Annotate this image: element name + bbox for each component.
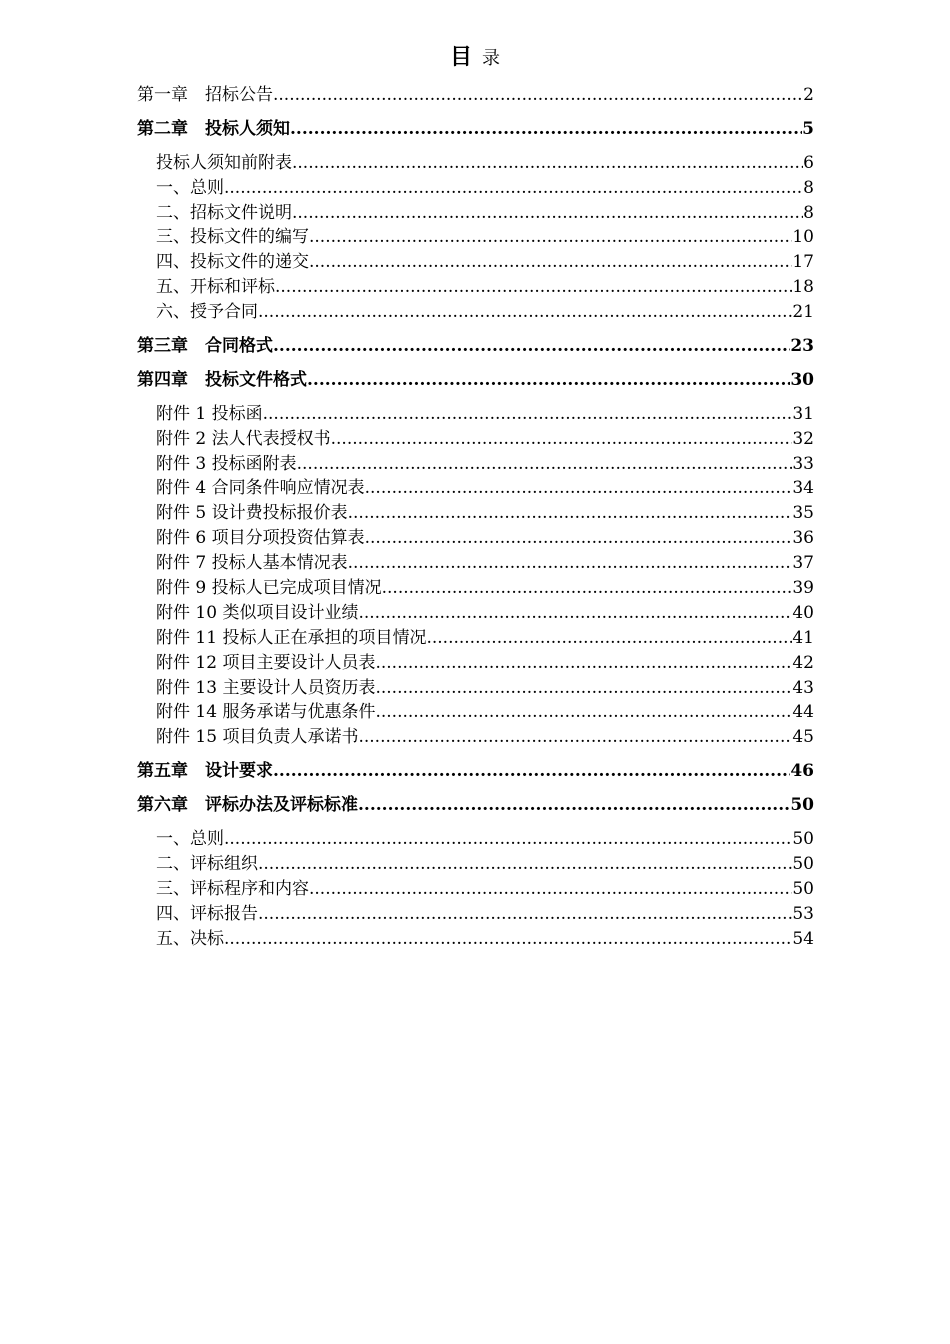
toc-page-number: 50 bbox=[792, 829, 814, 850]
toc-chapter-entry[interactable] bbox=[137, 368, 814, 393]
toc-page-number: 17 bbox=[792, 252, 814, 273]
toc-page-number: 23 bbox=[790, 336, 814, 356]
toc-page-number: 30 bbox=[790, 369, 814, 390]
toc-subentry[interactable] bbox=[137, 725, 814, 750]
toc-entry-label: 五、开标和评标 bbox=[156, 277, 275, 298]
toc-entry-label: 四、评标报告 bbox=[156, 903, 258, 924]
toc-subentry[interactable] bbox=[137, 927, 814, 952]
toc-entry-label: 二、评标组织 bbox=[156, 853, 258, 874]
toc-subentry[interactable] bbox=[137, 526, 814, 551]
toc-entry-label: 五、决标 bbox=[156, 928, 224, 949]
toc-entry-label: 一、总则 bbox=[156, 177, 224, 198]
toc-title-sub: 录 bbox=[482, 48, 500, 69]
toc-chapter-entry[interactable] bbox=[137, 117, 814, 142]
toc-page-number: 5 bbox=[802, 118, 814, 139]
toc-page-number: 54 bbox=[792, 928, 814, 949]
toc-page-number: 33 bbox=[792, 453, 814, 474]
toc-subentry[interactable] bbox=[137, 452, 814, 477]
toc-page-number: 41 bbox=[792, 627, 814, 648]
toc-chapter-entry[interactable] bbox=[137, 759, 814, 784]
toc-page-number: 21 bbox=[792, 302, 814, 323]
toc-subentry[interactable] bbox=[137, 250, 814, 275]
toc-page-number: 42 bbox=[792, 652, 814, 673]
toc-leader-dots bbox=[263, 402, 793, 427]
toc-leader-dots bbox=[224, 827, 792, 852]
toc-leader-dots bbox=[348, 551, 793, 576]
toc-entry-label: 二、招标文件说明 bbox=[156, 202, 292, 223]
toc-leader-dots bbox=[358, 601, 792, 626]
toc-entry-label: 第二章 投标人须知 bbox=[137, 118, 290, 139]
toc-chapter-entry[interactable] bbox=[137, 83, 814, 108]
toc-leader-dots bbox=[365, 526, 793, 551]
toc-leader-dots bbox=[273, 334, 790, 359]
toc-leader-dots bbox=[382, 576, 793, 601]
toc-subentry[interactable] bbox=[137, 151, 814, 176]
toc-page-number: 50 bbox=[792, 853, 814, 874]
toc-page-number: 46 bbox=[790, 761, 814, 782]
toc-page-number: 8 bbox=[803, 177, 814, 198]
toc-subentry[interactable] bbox=[137, 700, 814, 725]
toc-subentry[interactable] bbox=[137, 225, 814, 250]
toc-leader-dots bbox=[365, 476, 793, 501]
toc-page-number: 8 bbox=[803, 202, 814, 223]
toc-leader-dots bbox=[309, 225, 792, 250]
toc-leader-dots bbox=[258, 300, 792, 325]
toc-entry-label: 附件 3 投标函附表 bbox=[156, 453, 297, 474]
toc-subentry[interactable] bbox=[137, 852, 814, 877]
toc-leader-dots bbox=[273, 83, 803, 108]
toc-entry-label: 第四章 投标文件格式 bbox=[137, 369, 307, 390]
toc-page-number: 43 bbox=[792, 677, 814, 698]
toc-entry-label: 投标人须知前附表 bbox=[156, 152, 292, 173]
toc-page-number: 2 bbox=[803, 84, 814, 105]
toc-page-number: 31 bbox=[792, 403, 814, 424]
toc-entry-label: 附件 7 投标人基本情况表 bbox=[156, 553, 348, 574]
toc-page-number: 6 bbox=[803, 152, 814, 173]
toc-page-number: 44 bbox=[792, 702, 814, 723]
toc-leader-dots bbox=[375, 676, 792, 701]
toc-subentry[interactable] bbox=[137, 275, 814, 300]
toc-entry-label: 附件 4 合同条件响应情况表 bbox=[156, 478, 365, 499]
toc-entry-label: 附件 15 项目负责人承诺书 bbox=[156, 727, 359, 748]
toc-leader-dots bbox=[258, 902, 792, 927]
toc-leader-dots bbox=[358, 793, 790, 818]
toc-leader-dots bbox=[426, 626, 792, 651]
toc-entry-label: 第六章 评标办法及评标标准 bbox=[137, 795, 358, 816]
toc-leader-dots bbox=[331, 427, 793, 452]
toc-entry-label: 第五章 设计要求 bbox=[137, 761, 273, 782]
toc-page-number: 32 bbox=[792, 428, 814, 449]
toc-leader-dots bbox=[375, 651, 792, 676]
toc-chapter-entry[interactable] bbox=[137, 334, 814, 359]
toc-entry-label: 附件 11 投标人正在承担的项目情况 bbox=[156, 627, 427, 648]
toc-entry-label: 一、总则 bbox=[156, 829, 224, 850]
toc-subentry[interactable] bbox=[137, 201, 814, 226]
toc-subentry[interactable] bbox=[137, 601, 814, 626]
toc-leader-dots bbox=[275, 275, 792, 300]
toc-entry-label: 附件 14 服务承诺与优惠条件 bbox=[156, 702, 376, 723]
toc-entry-label: 第一章 招标公告 bbox=[137, 84, 273, 105]
toc-leader-dots bbox=[309, 877, 792, 902]
toc-page-number: 53 bbox=[792, 903, 814, 924]
toc-subentry[interactable] bbox=[137, 300, 814, 325]
toc-entry-label: 第三章 合同格式 bbox=[137, 336, 273, 356]
toc-subentry[interactable] bbox=[137, 902, 814, 927]
toc-page-number: 10 bbox=[792, 227, 814, 248]
toc-subentry[interactable] bbox=[137, 676, 814, 701]
toc-leader-dots bbox=[292, 201, 803, 226]
toc-subentry[interactable] bbox=[137, 877, 814, 902]
toc-page-number: 39 bbox=[792, 578, 814, 599]
toc-leader-dots bbox=[348, 501, 793, 526]
toc-page-number: 50 bbox=[792, 878, 814, 899]
toc-entry-label: 附件 12 项目主要设计人员表 bbox=[156, 652, 376, 673]
toc-entry-label: 附件 2 法人代表授权书 bbox=[156, 428, 331, 449]
toc-entry-label: 附件 9 投标人已完成项目情况 bbox=[156, 578, 382, 599]
toc-subentry[interactable] bbox=[137, 427, 814, 452]
toc-page-number: 40 bbox=[792, 602, 814, 623]
toc-page-number: 37 bbox=[792, 553, 814, 574]
toc-subentry[interactable] bbox=[137, 551, 814, 576]
toc-leader-dots bbox=[292, 151, 803, 176]
toc-entry-label: 附件 1 投标函 bbox=[156, 403, 263, 424]
toc-entry-label: 附件 6 项目分项投资估算表 bbox=[156, 528, 365, 549]
toc-leader-dots bbox=[309, 250, 792, 275]
toc-leader-dots bbox=[358, 725, 792, 750]
toc-entry-label: 附件 13 主要设计人员资历表 bbox=[156, 677, 376, 698]
toc-leader-dots bbox=[375, 700, 792, 725]
toc-page-number: 35 bbox=[792, 503, 814, 524]
toc-leader-dots bbox=[224, 927, 792, 952]
toc-page-number: 18 bbox=[792, 277, 814, 298]
toc-page-number: 36 bbox=[792, 528, 814, 549]
toc-entry-label: 三、投标文件的编写 bbox=[156, 227, 309, 248]
toc-subentry[interactable] bbox=[137, 402, 814, 427]
toc-leader-dots bbox=[297, 452, 793, 477]
toc-entry-label: 附件 10 类似项目设计业绩 bbox=[156, 602, 359, 623]
toc-entry-label: 三、评标程序和内容 bbox=[156, 878, 309, 899]
toc-leader-dots bbox=[273, 759, 790, 784]
toc-leader-dots bbox=[224, 176, 803, 201]
toc-entry-label: 四、投标文件的递交 bbox=[156, 252, 309, 273]
table-of-contents bbox=[137, 83, 814, 952]
toc-page-number: 50 bbox=[790, 795, 814, 816]
toc-subentry[interactable] bbox=[137, 176, 814, 201]
toc-subentry[interactable] bbox=[137, 501, 814, 526]
toc-subentry[interactable] bbox=[137, 476, 814, 501]
toc-leader-dots bbox=[258, 852, 792, 877]
toc-leader-dots bbox=[290, 117, 802, 142]
toc-title bbox=[0, 40, 950, 71]
toc-subentry[interactable] bbox=[137, 626, 814, 651]
toc-leader-dots bbox=[307, 368, 790, 393]
toc-entry-label: 附件 5 设计费投标报价表 bbox=[156, 503, 348, 524]
toc-page-number: 34 bbox=[792, 478, 814, 499]
toc-subentry[interactable] bbox=[137, 651, 814, 676]
toc-title-main: 目 bbox=[449, 44, 472, 70]
toc-subentry[interactable] bbox=[137, 827, 814, 852]
toc-page-number: 45 bbox=[792, 727, 814, 748]
toc-chapter-entry[interactable] bbox=[137, 793, 814, 818]
toc-subentry[interactable] bbox=[137, 576, 814, 601]
toc-entry-label: 六、授予合同 bbox=[156, 302, 258, 323]
